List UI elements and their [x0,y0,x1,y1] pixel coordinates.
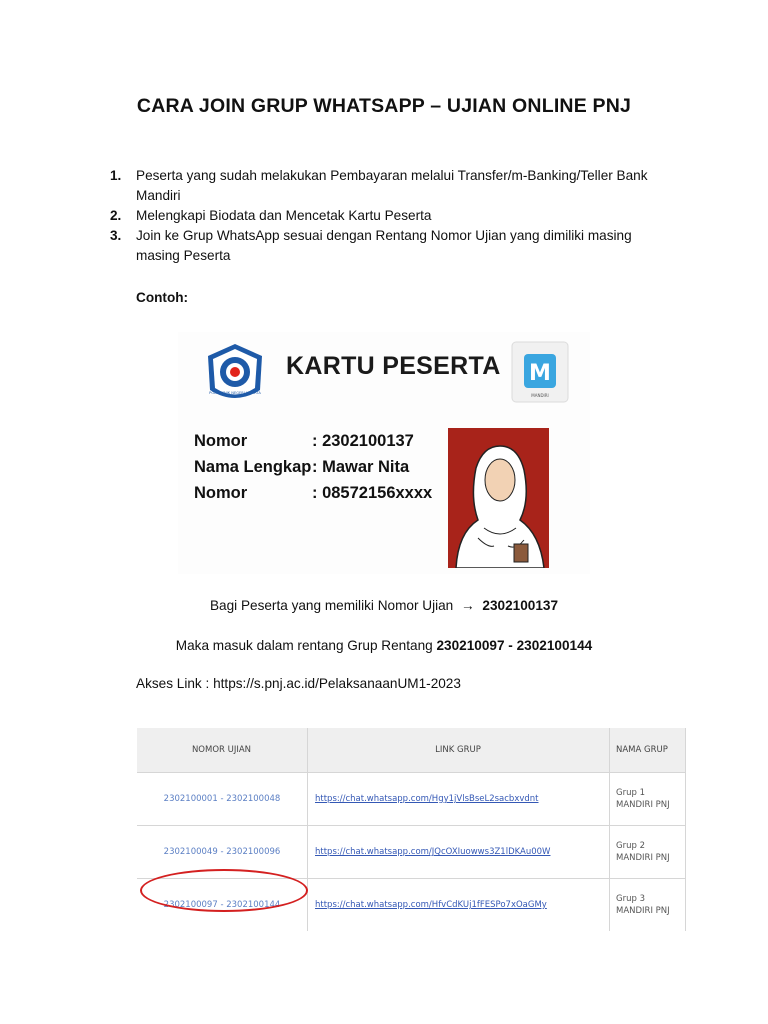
arrow-right-icon: → [461,598,475,613]
person-illustration-icon [448,428,549,568]
exam-number-line [0,598,768,613]
group-name: Grup 1 [616,788,645,798]
group-name: Grup 2 [616,841,645,851]
card-title: KARTU PESERTA [286,352,501,380]
svg-text:POLITEKNIK NEGERI JAKARTA: POLITEKNIK NEGERI JAKARTA [209,391,261,395]
card-row-value: : Mawar Nita [312,458,410,476]
group-range-line [0,638,768,653]
column-header: NAMA GRUP [610,728,686,773]
exam-number-value: 2302100137 [482,598,559,613]
steps-list [110,166,670,266]
group-bank: MANDIRI PNJ [616,906,670,916]
exam-number-prefix: Bagi Peserta yang memiliki Nomor Ujian [209,598,454,613]
step-text: Peserta yang sudah melakukan Pembayaran melalui Transfer/m-Banking/Teller Bank Mandiri [136,168,648,203]
card-row-nama [194,458,409,477]
group-name: Grup 3 [616,894,645,904]
group-range-value: 230210097 - 2302100144 [436,638,593,653]
participant-card-image [178,332,590,574]
group-cell [610,879,686,932]
access-link-label: Akses Link : [136,676,210,691]
step-text: Melengkapi Biodata dan Mencetak Kartu Peserta [136,208,432,223]
page-title: CARA JOIN GRUP WHATSAPP – UJIAN ONLINE PNJ [136,95,632,117]
mandiri-logo-icon [510,340,570,404]
step-number: 2. [110,208,122,223]
access-link-line [136,676,461,691]
list-item [110,166,670,206]
range-cell: 2302100097 - 2302100144 [137,879,308,932]
table-row [137,773,686,826]
card-row-phone [194,484,432,503]
group-cell [610,773,686,826]
link-cell[interactable]: https://chat.whatsapp.com/HfvCdKUj1fFESPo7xOaGMy [308,879,610,932]
table-header-row [137,728,686,773]
example-label: Contoh: [136,290,189,305]
range-cell: 2302100049 - 2302100096 [137,826,308,879]
range-cell: 2302100001 - 2302100048 [137,773,308,826]
card-row-label: Nomor [194,484,248,502]
svg-text:MANDIRI: MANDIRI [531,393,549,398]
step-text: Join ke Grup WhatsApp sesuai dengan Rentang Nomor Ujian yang dimiliki masing masing Peserta [136,228,632,263]
group-bank: MANDIRI PNJ [616,800,670,810]
step-number: 3. [110,228,122,243]
highlight-oval [140,869,308,912]
link-cell[interactable]: https://chat.whatsapp.com/JQcOXIuowws3Z1lDKAu00W [308,826,610,879]
step-number: 1. [110,168,122,183]
card-row-value: : 2302100137 [312,432,414,450]
group-bank: MANDIRI PNJ [616,853,670,863]
link-cell[interactable]: https://chat.whatsapp.com/Hgy1jVlsBseL2sacbxvdnt [308,773,610,826]
card-row-label: Nama Lengkap [194,458,312,476]
card-row-value: : 08572156xxxx [312,484,433,502]
list-item [110,206,670,226]
card-row-label: Nomor [194,432,248,450]
card-row-nomor [194,432,414,451]
column-header: LINK GRUP [308,728,610,773]
access-link-url[interactable]: https://s.pnj.ac.id/PelaksanaanUM1-2023 [213,676,461,691]
list-item [110,226,670,266]
column-header: NOMOR UJIAN [137,728,308,773]
group-range-prefix: Maka masuk dalam rentang Grup Rentang [175,638,433,653]
svg-text:M: M [529,361,551,386]
group-cell [610,826,686,879]
pnj-logo-icon [204,342,266,408]
participant-photo [448,428,549,568]
